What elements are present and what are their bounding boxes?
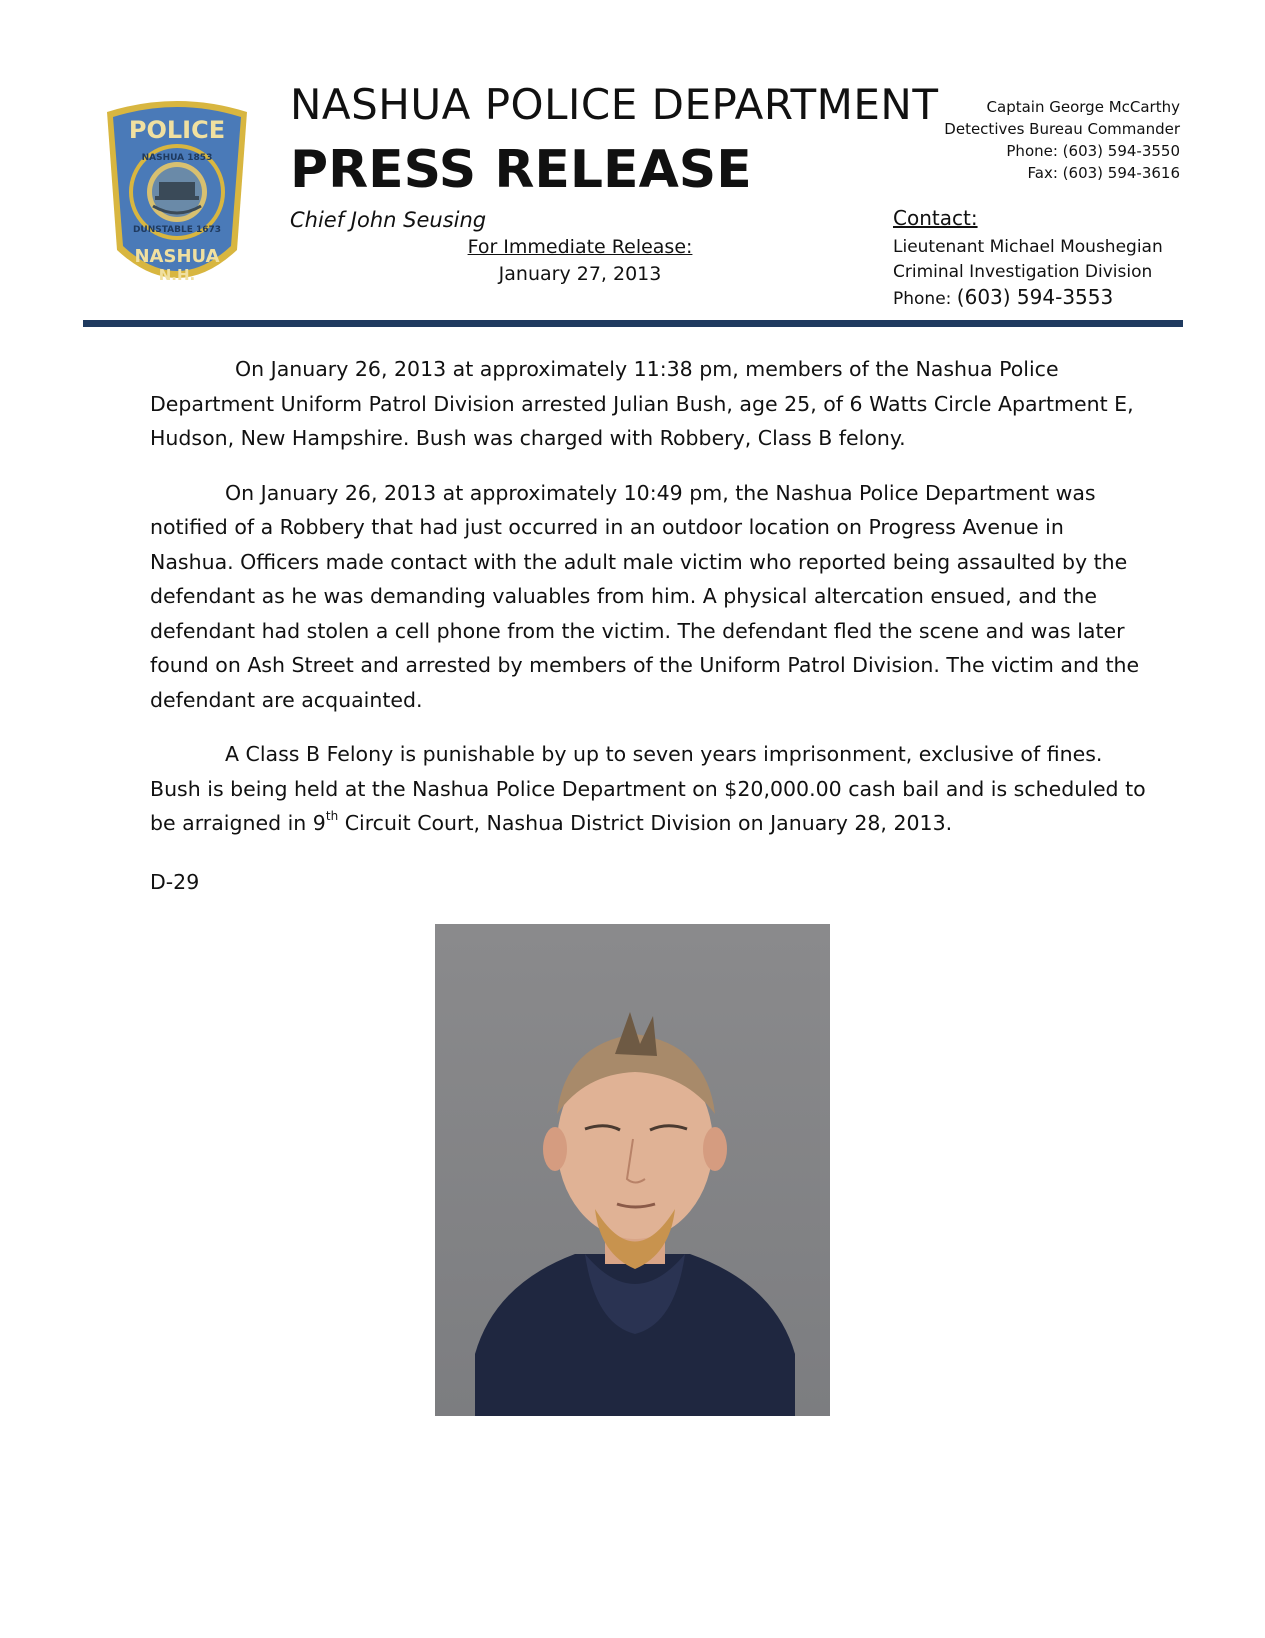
header-divider [83,320,1183,327]
body-paragraph-3 [150,737,1150,841]
press-release-body [150,352,1150,861]
release-label: For Immediate Release: [467,236,693,258]
contact-name: Lieutenant Michael Moushegian [893,237,1163,257]
badge-ring-text-bottom: DUNSTABLE 1673 [132,225,222,235]
department-name: NASHUA POLICE DEPARTMENT [290,80,939,129]
page-title: PRESS RELEASE [290,140,752,200]
contact-heading: Contact: [893,206,978,230]
body-paragraph-3-a: A Class B Felony is punishable by up to seven years imprisonment, exclusive of fines. Bush is being held at the Nashua Police Department on $20,000.00 cash bail and is scheduled to be arraigned in 9 [150,742,1146,835]
commander-block [944,96,1180,184]
contact-division: Criminal Investigation Division [893,262,1153,282]
commander-role: Detectives Bureau Commander [944,120,1180,138]
body-paragraph-2: On January 26, 2013 at approximately 10:49 pm, the Nashua Police Department was notified of a Robbery that had just occurred in an outdoor location on Progress Avenue in Nashua. Officers made contact with the adult male victim who reported being assaulted by the defendant as he was demanding valuables from him. A physical altercation ensued, and the defendant had stolen a cell phone from the victim. The defendant fled the scene and was later found on Ash Street and arrested by members of the Uniform Patrol Division. The victim and the defendant are acquainted. [150,480,1140,712]
body-paragraph-3-b: Circuit Court, Nashua District Division on January 28, 2013. [338,811,953,835]
commander-phone: Phone: (603) 594-3550 [1006,142,1180,160]
release-code: D-29 [150,870,200,894]
contact-phone-label: Phone: [893,289,952,309]
release-info [440,236,720,285]
badge-ring-text-top: NASHUA 1853 [141,153,213,163]
police-badge-icon [97,94,257,300]
commander-fax: Fax: (603) 594-3616 [1027,164,1180,182]
ordinal-suffix: th [325,809,339,823]
contact-phone [893,285,1163,312]
contact-block [893,206,1163,312]
mugshot-photo [435,924,830,1416]
release-date: January 27, 2013 [498,263,662,285]
contact-phone-number: (603) 594-3553 [956,285,1114,309]
commander-name: Captain George McCarthy [986,98,1180,116]
chief-name: Chief John Seusing [290,208,487,232]
body-paragraph-1: On January 26, 2013 at approximately 11:38 pm, members of the Nashua Police Department Uniform Patrol Division arrested Julian Bush, age 25, of 6 Watts Circle Apartment E, Hudson, New Hampshire. Bush was charged with Robbery, Class B felony. [150,357,1134,450]
badge-top-text: POLICE [128,116,226,144]
badge-bottom-text-2: N.H. [158,266,196,284]
badge-bottom-text-1: NASHUA [134,246,220,267]
